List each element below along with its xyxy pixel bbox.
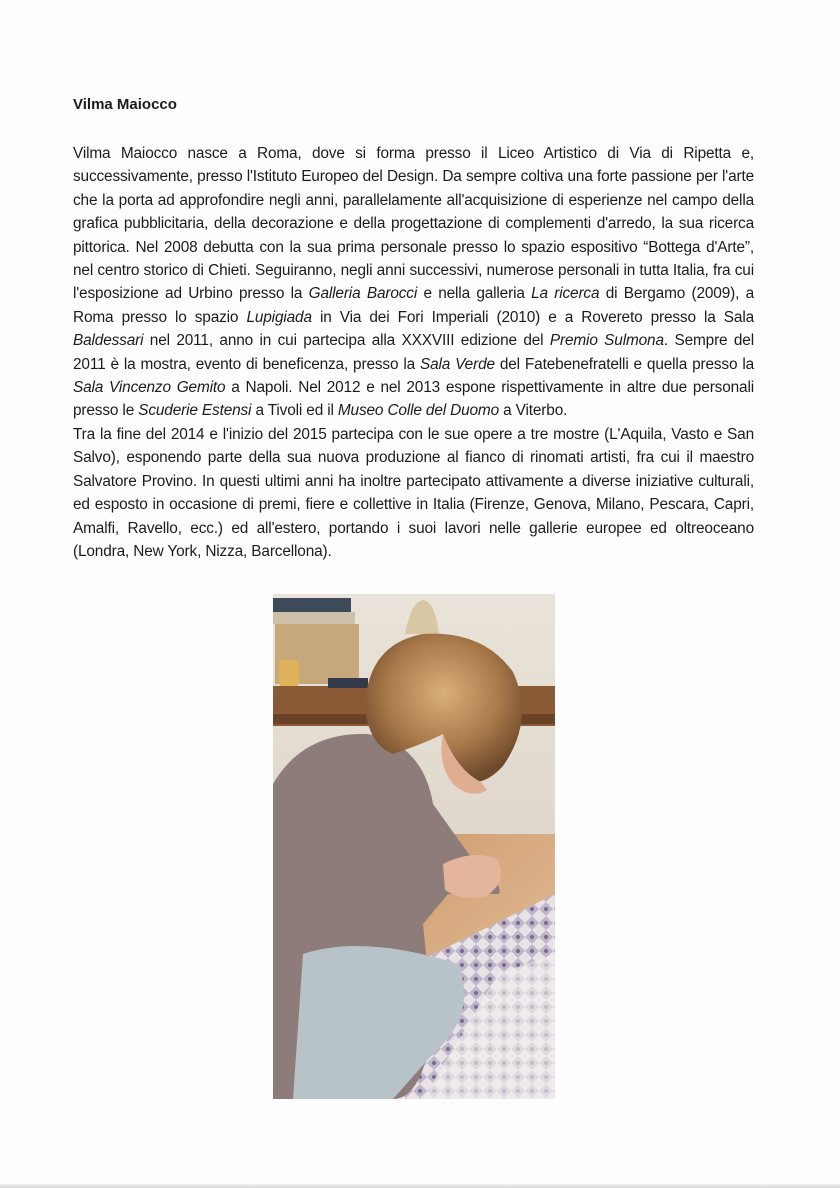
paragraph-2 xyxy=(73,423,754,563)
italic-text: Lupigiada xyxy=(246,308,312,326)
text-run: a Tivoli ed il xyxy=(251,402,338,420)
text-run: di Bergamo (2009), a Roma presso lo spazio xyxy=(73,285,754,326)
italic-text: Sala Verde xyxy=(419,355,495,373)
text-run: in Via dei Fori Imperiali (2010) e a Rovereto presso la Sala xyxy=(311,308,754,326)
text-run: a Viterbo. xyxy=(499,402,568,420)
italic-text: Scuderie Estensi xyxy=(138,402,252,420)
text-run: e nella galleria xyxy=(417,285,532,303)
italic-text: Baldessari xyxy=(73,332,144,350)
text-run: . Sempre del 2011 è la mostra, evento di beneficenza, presso la xyxy=(73,332,754,373)
biography-text xyxy=(73,142,754,563)
italic-text: Premio Sulmona xyxy=(549,332,664,350)
italic-text: Museo Colle del Duomo xyxy=(337,402,499,420)
italic-text: Sala Vincenzo Gemito xyxy=(73,379,226,397)
artist-photo xyxy=(273,594,555,1099)
italic-text: La ricerca xyxy=(531,285,600,303)
italic-text: Galleria Barocci xyxy=(308,285,418,303)
text-run: a Napoli. Nel 2012 e nel 2013 espone rispettivamente in altre due personali presso le xyxy=(73,379,754,420)
text-run: Vilma Maiocco nasce a Roma, dove si forma presso il Liceo Artistico di Via di Ripetta e, successivamente, presso l'Istituto Europeo del Design. Da sempre coltiva una forte passione per l'arte che la porta ad approfondire negli anni, parallelamente all'acquisizione di esperienze nel campo della grafica pubblicitaria, della decorazione e della progettazione di complementi d'arredo, la sua ricerca pittorica. Nel 2008 debutta con la sua prima personale presso lo spazio espositivo “Bottega d'Arte”, nel centro storico di Chieti. Seguiranno, negli anni successivi, numerose personali in tutta Italia, fra cui l'esposizione ad Urbino presso la xyxy=(73,145,754,303)
paragraph-1 xyxy=(73,142,754,423)
text-run: del Fatebenefratelli e quella presso la xyxy=(494,355,755,373)
document-title: Vilma Maiocco xyxy=(73,96,177,113)
text-run: nel 2011, anno in cui partecipa alla XXXVIII edizione del xyxy=(143,332,550,350)
page-bottom-edge xyxy=(0,1184,840,1188)
text-run: Tra la fine del 2014 e l'inizio del 2015 partecipa con le sue opere a tre mostre (L'Aquila, Vasto e San Salvo), esponendo parte della sua nuova produzione al fianco di rinomati artisti, fra cui il maestro Salvatore Provino. In questi ultimi anni ha inoltre partecipato attivamente a diverse iniziative culturali, ed esposto in occasione di premi, fiere e collettive in Italia (Firenze, Genova, Milano, Pescara, Capri, Amalfi, Ravello, ecc.) ed all'estero, portando i suoi lavori nelle gallerie europee ed oltreoceano (Londra, New York, Nizza, Barcellona). xyxy=(73,425,754,560)
